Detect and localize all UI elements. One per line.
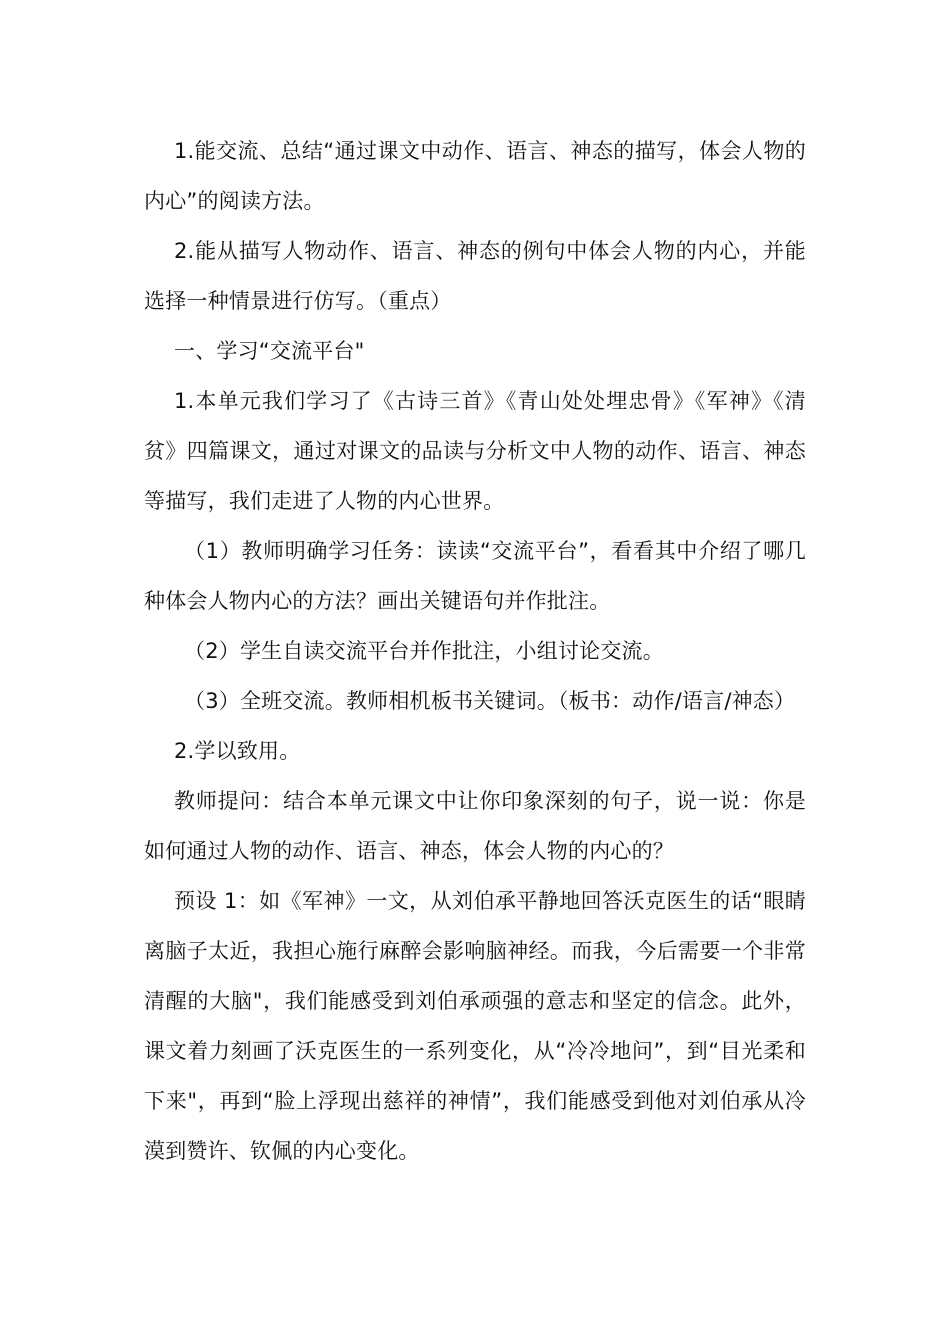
objective-2-paragraph: 2.能从描写人物动作、语言、神态的例句中体会人物的内心，并能选择一种情景进行仿写。（重点） (144, 239, 806, 313)
substep-2-paragraph: （2）学生自读交流平台并作批注，小组讨论交流。 (184, 639, 664, 663)
document-body (144, 126, 806, 1176)
substep-3-paragraph: （3）全班交流。教师相机板书关键词。（板书：动作/语言/神态） (184, 689, 796, 713)
preset-1-paragraph: 预设 1：如《军神》一文，从刘伯承平静地回答沃克医生的话“眼睛离脑子太近，我担心施行麻醉会影响脑神经。而我，今后需要一个非常清醒的大脑"，我们能感受到刘伯承顽强的意志和坚定的信念。此外，课文着力刻画了沃克医生的一系列变化，从“冷冷地问”，到“目光柔和下来"，再到“脸上浮现出慈祥的神情”，我们能感受到他对刘伯承从冷漠到赞许、钦佩的内心变化。 (144, 889, 806, 1163)
step-1-paragraph: 1.本单元我们学习了《古诗三首》《青山处处埋忠骨》《军神》《清贫》四篇课文，通过对课文的品读与分析文中人物的动作、语言、神态等描写，我们走进了人物的内心世界。 (144, 389, 806, 513)
step-2-paragraph: 2.学以致用。 (174, 739, 301, 763)
section-heading: 一、学习“交流平台" (174, 339, 365, 363)
objective-1-paragraph: 1.能交流、总结“通过课文中动作、语言、神态的描写，体会人物的内心”的阅读方法。 (144, 139, 806, 213)
substep-1-paragraph: （1）教师明确学习任务：读读“交流平台”，看看其中介绍了哪几种体会人物内心的方法？画出关键语句并作批注。 (144, 539, 806, 613)
teacher-question-paragraph: 教师提问：结合本单元课文中让你印象深刻的句子，说一说：你是如何通过人物的动作、语言、神态，体会人物的内心的？ (144, 789, 806, 863)
